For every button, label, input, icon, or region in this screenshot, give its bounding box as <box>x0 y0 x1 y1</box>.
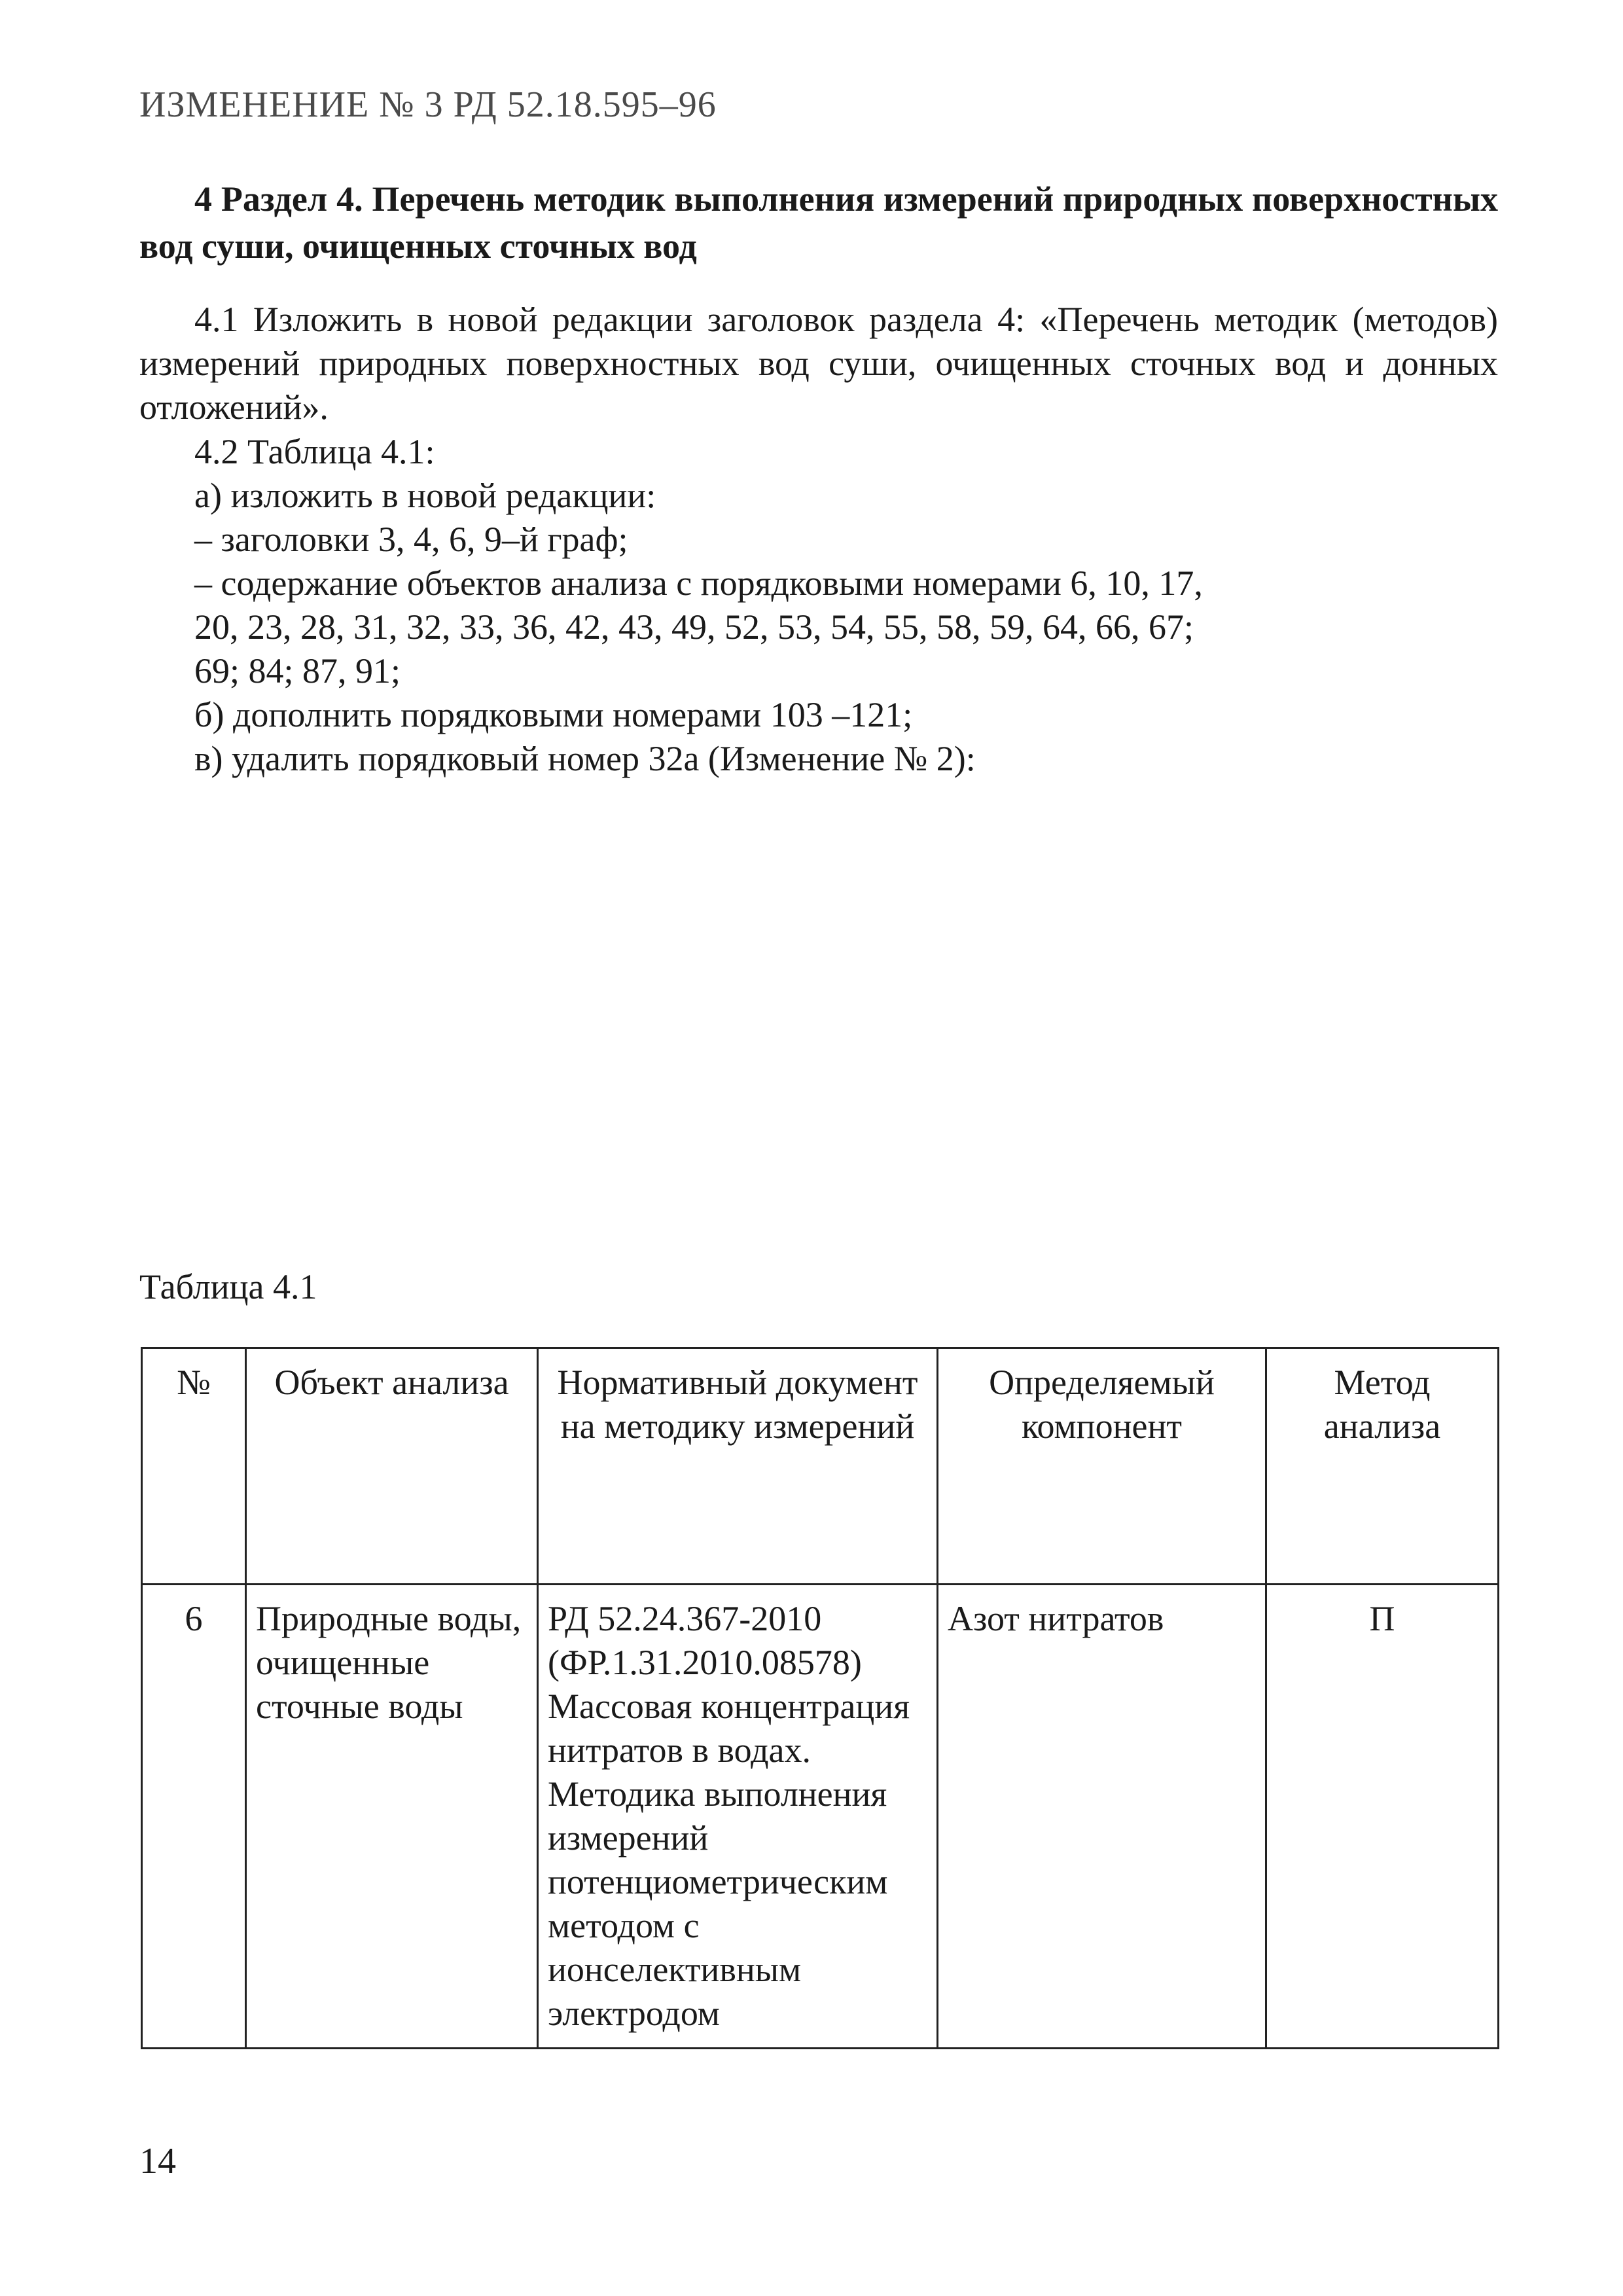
document-header: ИЗМЕНЕНИЕ № 3 РД 52.18.595–96 <box>139 84 717 125</box>
header-object: Объект анализа <box>246 1348 538 1585</box>
paragraph-line: 20, 23, 28, 31, 32, 33, 36, 42, 43, 49, 52, 53, 54, 55, 58, 59, 64, 66, 67; <box>194 607 1194 647</box>
cell-component: Азот нитратов <box>938 1585 1266 2049</box>
cell-doc: РД 52.24.367-2010 (ФР.1.31.2010.08578) Массовая концентрация нитратов в водах. Методика выполнения измерений потенциометрическим методом с ионселективным электродом <box>538 1585 938 2049</box>
cell-object: Природные воды, очищенные сточные воды <box>246 1585 538 2049</box>
page-number: 14 <box>139 2141 176 2181</box>
paragraph-line: 69; 84; 87, 91; <box>194 651 401 691</box>
paragraph-line: – заголовки 3, 4, 6, 9–й граф; <box>194 520 628 559</box>
paragraph-line: б) дополнить порядковыми номерами 103 –121; <box>194 695 913 734</box>
section-title: 4 Раздел 4. Перечень методик выполнения измерений природных поверхностных вод суши, очищенных сточных вод <box>139 179 1498 266</box>
paragraph-line: а) изложить в новой редакции: <box>194 476 656 515</box>
paragraph-line: в) удалить порядковый номер 32а (Изменение № 2): <box>194 739 976 778</box>
header-doc: Нормативный документ на методику измерений <box>538 1348 938 1585</box>
header-method: Метод анализа <box>1266 1348 1499 1585</box>
table-row <box>142 1585 1499 2049</box>
header-component: Определяемый компонент <box>938 1348 1266 1585</box>
paragraph-line: 4.2 Таблица 4.1: <box>194 432 435 471</box>
paragraph-line: – содержание объектов анализа с порядковыми номерами 6, 10, 17, <box>194 564 1203 603</box>
header-num: № <box>142 1348 246 1585</box>
cell-method: П <box>1266 1585 1499 2049</box>
table-header-row <box>142 1348 1499 1585</box>
paragraph-4-1: 4.1 Изложить в новой редакции заголовок раздела 4: «Перечень методик (методов) измерений природных поверхностных вод суши, очищенных сточных вод и донных отложений». <box>139 300 1498 427</box>
cell-num: 6 <box>142 1585 246 2049</box>
methods-table <box>141 1347 1499 2049</box>
table-caption: Таблица 4.1 <box>139 1267 317 1306</box>
